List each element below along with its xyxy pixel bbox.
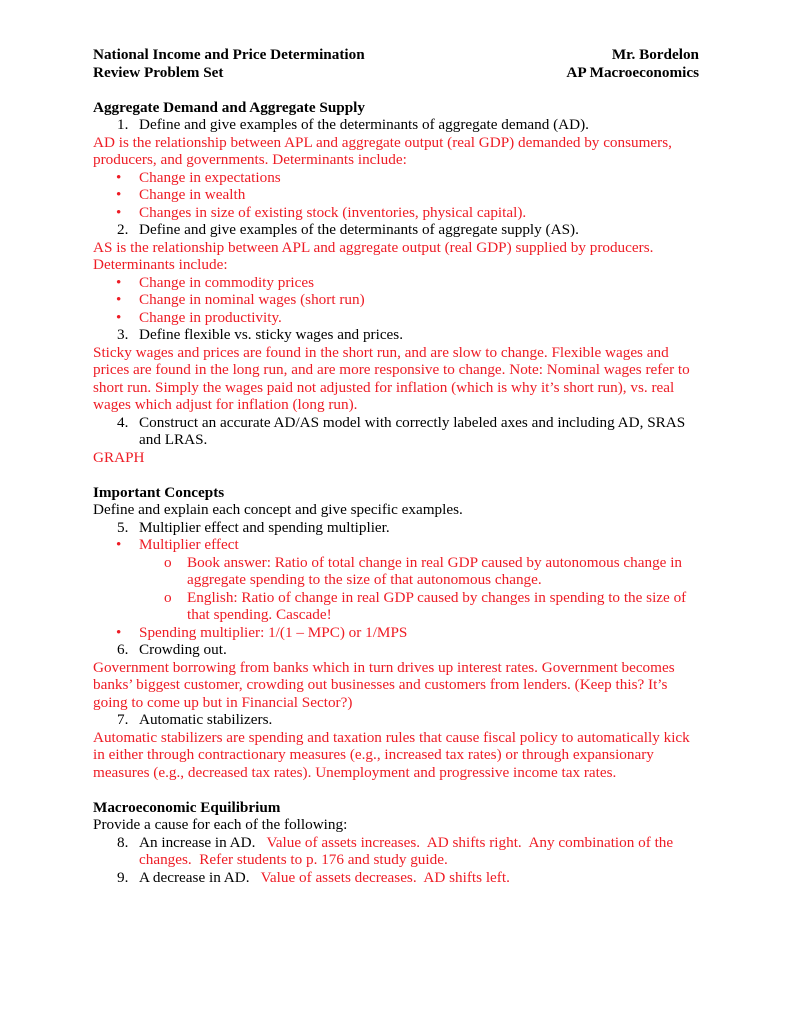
question-number: 4. [117,413,129,431]
sub-bullet-icon: o [164,553,172,571]
header-row-2 [93,64,699,82]
question-text: Construct an accurate AD/AS model with correctly labeled axes and including AD, SRAS and LRAS. [139,413,686,448]
bullet-icon: • [116,291,122,308]
question-text: Define and give examples of the determinants of aggregate supply (AS). [139,221,579,238]
bullet-item: • Spending multiplier: 1/(1 – MPC) or 1/MPS [116,623,408,641]
question-number: 7. [117,711,129,728]
bullet-item: • Change in nominal wages (short run) [116,291,365,308]
answer-7: Automatic stabilizers are spending and taxation rules that cause fiscal policy to automatically kick in either through contractionary measures (e.g., increased tax rates) or through expansionary measures (e.g., decreased tax rates). Unemployment and progressive income tax rates. [93,728,690,781]
answer-9: Value of assets decreases. AD shifts left. [253,868,510,886]
bullet-icon: • [116,623,122,641]
question-8 [93,834,699,869]
question-6 [93,641,699,659]
answer-1: AD is the relationship between APL and aggregate output (real GDP) demanded by consumers, producers, and governments. Determinants include: [93,133,672,168]
question-text: Automatic stabilizers. [139,711,273,728]
question-4 [93,414,699,449]
answer-4: GRAPH [93,448,145,466]
bullet-icon: • [116,273,122,291]
section-heading-ad-as: Aggregate Demand and Aggregate Supply [93,98,365,116]
sub-bullet-icon: o [164,588,172,606]
question-number: 3. [117,326,129,343]
bullet-icon: • [116,186,122,203]
bullet-item: • Change in commodity prices [116,273,315,291]
section-intro: Define and explain each concept and give specific examples. [93,501,463,518]
question-5 [93,519,699,537]
bullet-item: • Change in wealth [116,186,246,203]
sub-bullet-item: o Book answer: Ratio of total change in real GDP caused by autonomous change in aggregate spending to the size of that autonomous change. [164,553,683,588]
question-number: 6. [117,641,129,658]
question-text: An increase in AD. [139,833,256,851]
question-text: Crowding out. [139,641,227,658]
bullet-icon: • [116,308,122,326]
question-9 [93,869,699,887]
sub-bullet-item: o English: Ratio of change in real GDP caused by changes in spending to the size of that spending. Cascade! [164,588,687,623]
teacher-name: Mr. Bordelon [611,46,699,63]
section-heading-concepts: Important Concepts [93,483,225,501]
section-heading-equilibrium: Macroeconomic Equilibrium [93,798,281,816]
question-number: 9. [117,868,129,886]
question-3 [93,326,699,344]
section-intro: Provide a cause for each of the following: [93,816,348,833]
question-number: 1. [117,116,129,133]
question-2 [93,221,699,239]
answer-3: Sticky wages and prices are found in the short run, and are slow to change. Flexible wages and prices are found in the long run, and are more responsive to change. Note: Nominal wages refer to short run. Simply the wages paid not adjusted for inflation (which is why it’s short run), vs. real wages which adjust for inflation (long run). [93,343,690,413]
bullet-icon: • [116,168,122,186]
course-name: AP Macroeconomics [566,63,699,81]
question-text: Multiplier effect and spending multiplier. [139,518,390,536]
document-page [93,46,699,886]
answer-6: Government borrowing from banks which in turn drives up interest rates. Government becomes banks’ biggest customer, crowding out businesses and customers from lenders. (Keep this? It’s going to come up but in Financial Sector?) [93,658,675,711]
question-1 [93,116,699,134]
bullet-item: • Change in productivity. [116,308,282,326]
answer-8: Value of assets increases. AD shifts right. Any combination of the changes. Refer students to p. 176 and study guide. [139,833,677,868]
question-number: 2. [117,221,129,238]
question-7 [93,711,699,729]
answer-2: AS is the relationship between APL and aggregate output (real GDP) supplied by producers. Determinants include: [93,238,654,273]
doc-title: National Income and Price Determination [93,46,365,63]
question-text: Define flexible vs. sticky wages and prices. [139,326,404,343]
bullet-item: • Changes in size of existing stock (inventories, physical capital). [116,203,527,221]
question-number: 5. [117,518,129,536]
question-text: A decrease in AD. [139,868,250,886]
doc-subtitle: Review Problem Set [93,63,224,81]
header-row-1 [93,46,699,64]
bullet-icon: • [116,536,122,553]
bullet-icon: • [116,203,122,221]
question-text: Define and give examples of the determinants of aggregate demand (AD). [139,116,589,133]
bullet-item: • Change in expectations [116,168,281,186]
bullet-item: • Multiplier effect [116,536,239,553]
question-number: 8. [117,833,129,851]
